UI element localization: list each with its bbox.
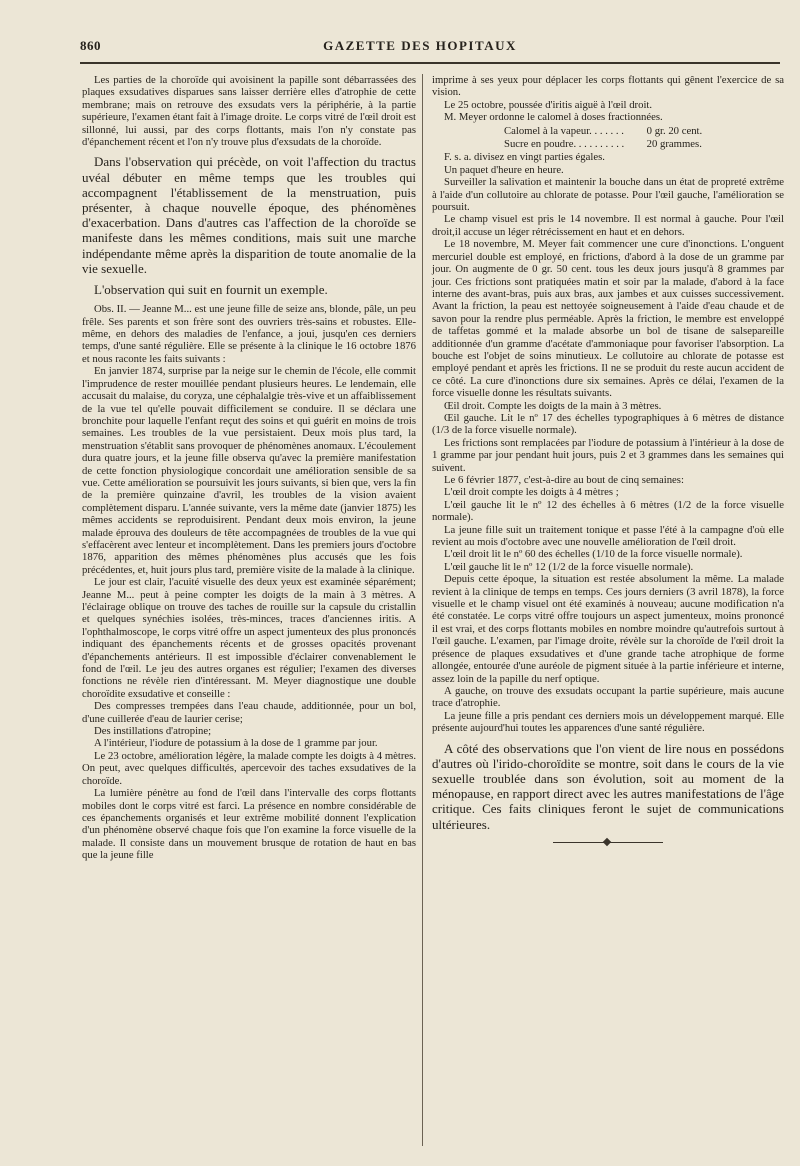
left-column (82, 74, 416, 862)
paragraph: L'œil gauche lit le nº 12 (1/2 de la force visuelle normale). (444, 560, 694, 573)
paragraph: imprime à ses yeux pour déplacer les corps flottants qui gênent l'exercice de sa vision. (432, 74, 784, 99)
end-ornament (553, 838, 663, 846)
paragraph: A l'intérieur, l'iodure de potassium à la dose de 1 gramme par jour. (94, 737, 378, 750)
paragraph: La lumière pénètre au fond de l'œil dans l'intervalle des corps flottants mobiles dont le corps vitré est farci. La présence en nombre considérable de ces épanchements organisés et leur extrême mobilité donnent l'explication d'un phénomène observé chaque fois que l'on examine la force visuelle de la malade. Il consiste dans un mouvement brusque de rotation de haut en bas que la jeune fille (82, 787, 416, 862)
paragraph: F. s. a. divisez en vingt parties égales. (444, 151, 605, 164)
publication-title: GAZETTE DES HOPITAUX (323, 38, 517, 53)
right-column (432, 74, 784, 846)
paragraph: Des compresses trempées dans l'eau chaude, additionnée, pour un bol, d'une cuillerée d'eau de laurier cerise; (82, 700, 416, 725)
paragraph: La jeune fille a pris pendant ces derniers mois un développement marqué. Elle présente aujourd'hui toutes les apparences d'une santé régulière. (432, 709, 784, 735)
observation-paragraph: Obs. II. — Jeanne M... est une jeune fille de seize ans, blonde, pâle, un peu frêle. Ses parents et son frère sont des ouvriers très-sains et robustes. Elle-même, en dehors des maladies de l'enfance, a joui, jusqu'en ces derniers temps, d'une santé régulière. Elle se présente à la clinique le 16 octobre 1876 et nous raconte les faits suivants : (82, 303, 416, 365)
prescription-dose: 20 grammes. (646, 138, 702, 151)
paragraph: L'œil droit compte les doigts à 4 mètres ; (444, 486, 619, 499)
paragraph: La jeune fille suit un traitement tonique et passe l'été à la campagne d'où elle revient au mois d'octobre avec une nouvelle amélioration de l'œil droit. (432, 523, 784, 549)
page-header (60, 38, 780, 60)
paragraph: Les frictions sont remplacées par l'iodure de potassium à l'intérieur à la dose de 1 gramme par jour pendant huit jours, puis 2 et 3 grammes dans les semaines qui suivent. (432, 436, 784, 474)
paragraph: Le 18 novembre, M. Meyer fait commencer une cure d'inonctions. L'onguent mercuriel double est employé, en frictions, d'abord à la dose de un gramme par jour. On augmente de 0 gr. 50 cent. tous les deux jours jusqu'à 8 grammes par jour. Ces frictions sont pratiquées matin et soir par la malade, d'abord à la face interne des avant-bras, puis aux bras, aux jambes et aux cuisses successivement. Avant la friction, la peau est nettoyée soigneusement à l'aide d'eau chaude et de savon pour la rendre plus perméable. Après la friction, le membre est enveloppé de taffetas gommé et la malade absorbe un bol de tisane de salsepareille additionnée d'un gramme d'acétate d'ammoniaque pour favoriser l'absorption. La bouche est l'objet de soins minutieux. Le collutoire au chlorate de potasse est employé pendant et après les frictions. Il ne se produit du reste aucun accident de ce côté. La cure d'inonctions dure six semaines. Après ce délai, l'examen de la force visuelle donne les résultats suivants. (432, 238, 784, 400)
closing-paragraph: A côté des observations que l'on vient de lire nous en possédons d'autres où l'irido-choroïdite se montre, soit dans le cours de la vie sexuelle troublée dans son évolution, soit au moment de la ménopause, en rapport direct avec les autres manifestations de l'âge critique. Ces faits cliniques feront le sujet de communications ultérieures. (432, 740, 784, 832)
paragraph: Un paquet d'heure en heure. (444, 163, 564, 176)
paragraph: Le jour est clair, l'acuité visuelle des deux yeux est examinée séparément; Jeanne M... peut à peine compter les doigts de la main à 3 mètres. A l'éclairage oblique on trouve des taches de rouille sur la capsule du cristallin et quelques synéchies isolées, très-minces, traces d'anciennes iritis. A l'ophthalmoscope, le corps vitré offre un aspect jumenteux des plus prononcés indiquant des épanchements récents et de grosses opacités provenant d'épanchements antérieurs. Il est impossible d'éclairer convenablement le fond de l'œil. Le jeu des autres organes est régulier; l'examen des diverses fonctions ne révèle rien d'intéressant. M. Meyer diagnostique une double choroïdite exsudative et conseille : (82, 576, 416, 700)
paragraph: L'observation qui suit en fournit un exemple. (94, 282, 328, 298)
paragraph: Le 23 octobre, amélioration légère, la malade compte les doigts à 4 mètres. On peut, avec quelques difficultés, apercevoir des taches exsudatives de la choroïde. (82, 749, 416, 787)
prescription-item: Sucre en poudre. . . . . . . . . . (504, 138, 625, 151)
paragraph: A gauche, on trouve des exsudats occupant la partie supérieure, mais aucune trace d'atrophie. (432, 684, 784, 710)
paragraph: Dans l'observation qui précède, on voit l'affection du tractus uvéal débuter en même temps que les troubles qui accompagnent l'établissement de la menstruation, puis présenter, à chaque nouvelle époque, des phénomènes d'exacerbation. Dans d'autres cas l'affection de la choroïde se manifeste dans les mêmes conditions, mais suit une marche indépendante même après la disparition de toute anomalie de la vie sexuelle. (82, 154, 416, 276)
paragraph: En janvier 1874, surprise par la neige sur le chemin de l'école, elle commit l'imprudence de rester mouillée pendant plusieurs heures. Le lendemain, elle accusait du malaise, du coryza, une céphalalgie très-vive et un affaiblissement de la vue tel qu'elle pouvait difficilement se conduire. Il se déclara une bronchite pour laquelle l'enfant reçut des soins et qui guérit en moins de trois semaines. Les troubles de la vue persistaient. Deux mois plus tard, la menstruation s'établit sans provoquer de phénomènes anomaux. L'écoulement dura quatre jours, et la jeune fille observa qu'avec la première manifestation de cette fonction physiologique concordait une amélioration sensible de sa vue. Cette amélioration se poursuivit les jours suivants, si bien que, vers la fin de la première quinzaine d'avril, les troubles de la vision avaient complètement disparu. L'année suivante, vers la même date (janvier 1875) les mêmes accidents se reproduisirent. Pendant deux mois environ, la jeune malade éprouva des douleurs de tête accompagnées de troubles de la vue qui s'effacèrent avec lenteur et incomplètement. Dans les premiers jours d'octobre 1876, apparition des mêmes phénomènes plus accusés que les fois précédentes, et, huit jours plus tard, première visite de la malade à la clinique. (82, 365, 416, 576)
paragraph: M. Meyer ordonne le calomel à doses fractionnées. (444, 111, 663, 124)
paragraph: Depuis cette époque, la situation est restée absolument la même. La malade revient à la clinique de temps en temps. Ces jours derniers (3 avril 1878), la force visuelle et le champ visuel ont été examinés à nouveau; aucune modification n'a été constatée. Le corps vitré offre toujours un aspect jumenteux, moins prononcé il est vrai, et des corps flottants mobiles en nombre moindre qu'autrefois surtout à l'œil gauche. L'examen, par l'image droite, révèle sur la choroïde de l'œil droit la présence de plaques exsudatives et d'une grande tache atrophique de forme allongée, entourée d'une auréole de pigment située à la partie inférieure et interne, assez loin de la papille du nerf optique. (432, 573, 784, 685)
column-divider (422, 74, 423, 1146)
header-rule (80, 62, 780, 64)
prescription-line (432, 138, 784, 150)
page-number: 860 (80, 38, 101, 53)
paragraph: Œil gauche. Lit le nº 17 des échelles typographiques à 6 mètres de distance (1/3 de la force visuelle normale). (432, 411, 784, 437)
prescription-dose: 0 gr. 20 cent. (646, 124, 703, 137)
paragraph: Œil droit. Compte les doigts de la main à 3 mètres. (444, 399, 662, 412)
paragraph: L'œil gauche lit le nº 12 des échelles à 6 mètres (1/2 de la force visuelle normale). (432, 498, 784, 524)
paragraph: L'œil droit lit le nº 60 des échelles (1/10 de la force visuelle normale). (444, 548, 743, 561)
paragraph: Le 6 février 1877, c'est-à-dire au bout de cinq semaines: (444, 474, 684, 486)
prescription-item: Calomel à la vapeur. . . . . . . (504, 124, 624, 137)
paragraph: Le champ visuel est pris le 14 novembre. Il est normal à gauche. Pour l'œil droit,il accuse un léger rétrécissement en haut et en dehors. (432, 213, 784, 238)
prescription-line (432, 125, 784, 137)
paragraph: Le 25 octobre, poussée d'iritis aiguë à l'œil droit. (444, 98, 653, 111)
paragraph: Surveiller la salivation et maintenir la bouche dans un état de propreté extrême à l'aide d'un collutoire au chlorate de potasse. Pour l'œil gauche, l'amélioration se poursuit. (432, 176, 784, 214)
paragraph: Les parties de la choroïde qui avoisinent la papille sont débarrassées des plaques exsudatives disparues sans laisser derrière elles d'atrophie de cette membrane; mais on retrouve des exsudats vers la périphérie, à la partie supérieure, l'examen étant fait à l'image droite. Le corps vitré de l'œil droit est sillonné, lui aussi, par des corps flottants, mais l'on n'y constate pas d'épanchement récent et l'on n'y trouve plus d'exsudats de la choroïde. (82, 74, 416, 149)
paragraph: Des instillations d'atropine; (94, 725, 212, 738)
